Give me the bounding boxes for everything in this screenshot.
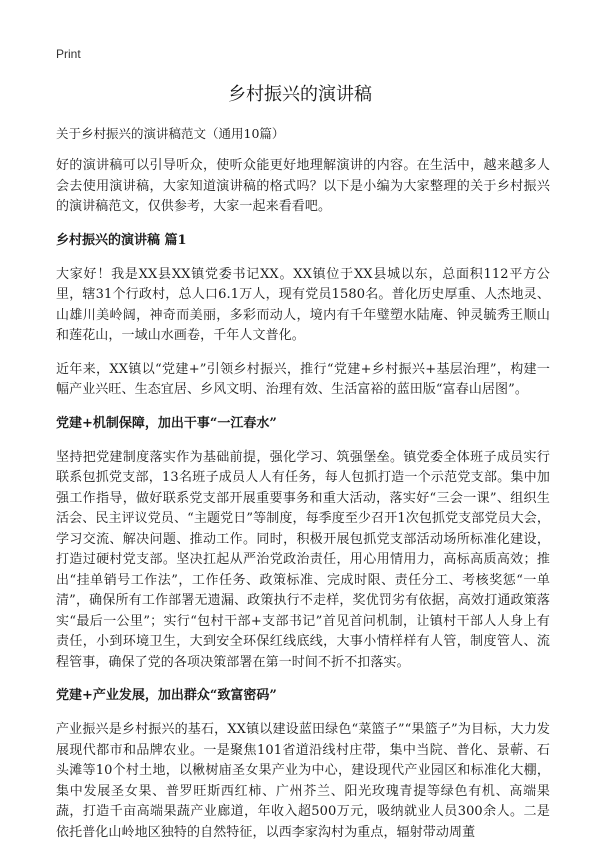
paragraph-2: 近年来，XX镇以“党建+”引领乡村振兴，推行“党建+乡村振兴+基层治理”，构建一幅产业兴旺、生态宜居、乡风文明、治理有效、生活富裕的蓝田版“富春山居图”。 [56, 361, 550, 397]
paragraph-1: 大家好！我是XX县XX镇党委书记XX。XX镇位于XX县城以东，总面积112平方公里，辖31个行政村，总人口6.1万人，现有党员1580名。普化历史厚重、人杰地灵、山雄川美岭阔，神奇而美丽，多彩而动人，境内有千年璧塑水陆庵、钟灵毓秀王顺山和莲花山，一域山水画卷，千年人文普化。 [56, 266, 550, 343]
section-heading: 乡村振兴的演讲稿 篇1 [56, 232, 187, 248]
document-body [56, 124, 550, 856]
subheading-industry: 党建+产业发展，加出群众“致富密码” [56, 688, 277, 703]
paragraph-3: 坚持把党建制度落实作为基础前提，强化学习、筑强堡垒。镇党委全体班子成员实行联系包抓党支部，13名班子成员人人有任务，每人包抓打造一个示范党支部。集中加强工作指导，做好联系党支部开展重要事务和重大活动，落实好“三会一课”、组织生活会、民主评议党员、“主题党日”等制度，每季度至少召开1次包抓党支部党员大会，学习交流、解决问题、推动工作。同时，积极开展包抓党支部活动场所标准化建设，打造过硬村党支部。坚决扛起从严治党政治责任，用心用情用力，高标高质高效；推出“挂单销号工作法”，工作任务、政策标准、完成时限、责任分工、考核奖惩“一单清”，确保所有工作部署无遗漏、政策执行不走样，奖优罚劣有依据，高效打通政策落实“最后一公里”；实行“包村干部+支部书记”首见首问机制，让镇村干部人人身上有责任，小到环境卫生，大到安全环保红线底线，大事小情样样有人管，制度管人、流程管事，确保了党的各项决策部署在第一时间不折不扣落实。 [56, 449, 550, 670]
intro-paragraph: 好的演讲稿可以引导听众，使听众能更好地理解演讲的内容。在生活中，越来越多人会去使用演讲稿，大家知道演讲稿的格式吗？以下是小编为大家整理的关于乡村振兴的演讲稿范文，仅供参考，大家一起来看看吧。 [56, 158, 550, 214]
paragraph-4: 产业振兴是乡村振兴的基石，XX镇以建设蓝田绿色“菜篮子”“果篮子”为目标，大力发展现代都市和品牌农业。一是聚焦101省道沿线村庄带，集中当院、普化、景蕲、石头滩等10个村土地，以楸树庙圣女果产业为中心，建设现代产业园区和标准化大棚，集中发展圣女果、普罗旺斯西红柿、广州芥兰、阳光玫瑰青提等绿色有机、高端果蔬，打造千亩高端果蔬产业廊道，年收入超500万元，吸纳就业人员300余人。二是依托普化山岭地区独特的自然特征，以西李家沟村为重点，辐射带动周董 [56, 722, 550, 840]
subheading-mechanism: 党建+机制保障，加出干事“一江春水” [56, 415, 277, 431]
document-subtitle: 关于乡村振兴的演讲稿范文（通用10篇） [56, 126, 285, 141]
print-label[interactable]: Print [56, 47, 81, 61]
page-title: 乡村振兴的演讲稿 [228, 84, 372, 105]
